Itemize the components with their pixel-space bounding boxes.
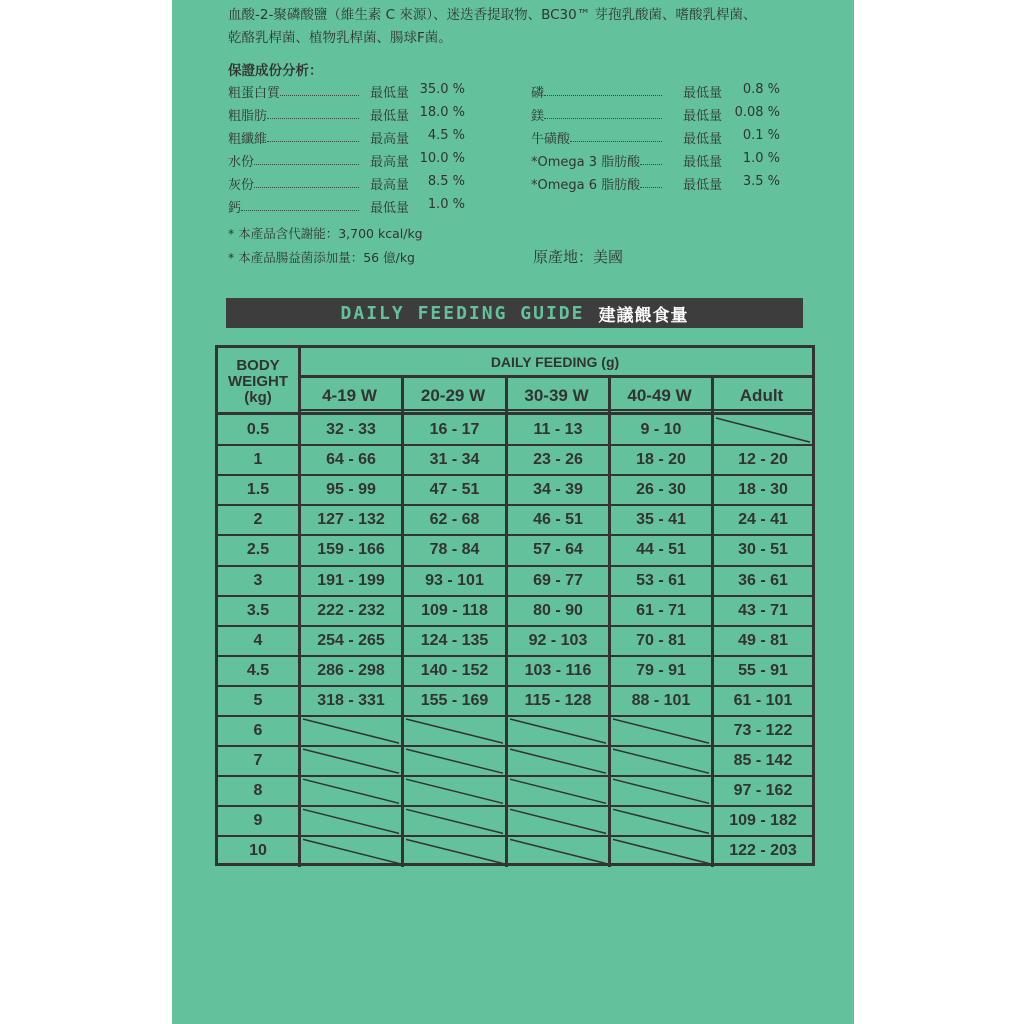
analysis-row (531, 82, 780, 102)
feeding-amount-cell: 92 - 103 (528, 631, 588, 649)
feeding-amount-cell: 97 - 162 (733, 782, 793, 800)
feeding-amount-cell: 57 - 64 (533, 541, 583, 559)
body-weight-cell: 4.5 (246, 661, 270, 679)
empty-cell-diagonal (613, 719, 709, 743)
analysis-name: 粗脂肪 (228, 109, 268, 124)
analysis-kind: 最高量 (370, 155, 410, 170)
ingredients-text (228, 4, 828, 50)
empty-cell-diagonal (510, 839, 606, 863)
leader-dots (640, 174, 662, 188)
body-weight-cell: 5 (253, 691, 263, 709)
feeding-amount-cell: 73 - 122 (733, 722, 793, 740)
leader-dots (267, 128, 359, 142)
analysis-value: 0.8 % (742, 82, 780, 97)
feeding-amount-cell: 159 - 166 (317, 541, 385, 559)
analysis-name: 水份 (228, 155, 255, 170)
leader-dots (241, 197, 359, 211)
feeding-amount-cell: 26 - 30 (636, 481, 686, 499)
feeding-amount-cell: 18 - 30 (738, 481, 788, 499)
feeding-amount-cell: 127 - 132 (317, 511, 385, 529)
feeding-amount-cell: 34 - 39 (533, 481, 583, 499)
empty-cell-diagonal (406, 719, 503, 743)
feeding-amount-cell: 191 - 199 (317, 571, 385, 589)
feeding-amount-cell: 64 - 66 (326, 451, 376, 469)
empty-cell-diagonal (406, 809, 503, 833)
feeding-amount-cell: 44 - 51 (636, 541, 686, 559)
leader-dots (544, 105, 662, 119)
feeding-amount-cell: 55 - 91 (738, 661, 788, 679)
body-weight-cell: 0.5 (246, 421, 270, 439)
daily-feeding-header: DAILY FEEDING (g) (490, 353, 620, 370)
empty-cell-diagonal (406, 839, 503, 863)
analysis-kind: 最低量 (370, 109, 410, 124)
body-weight-cell: 9 (253, 812, 263, 830)
feeding-amount-cell: 36 - 61 (738, 571, 788, 589)
body-weight-cell: 8 (253, 782, 263, 800)
feeding-amount-cell: 109 - 182 (729, 812, 797, 830)
body-weight-cell: 4 (253, 631, 263, 649)
analysis-value: 0.08 % (734, 105, 780, 120)
body-weight-cell: 3 (253, 571, 263, 589)
analysis-name: 灰份 (228, 178, 255, 193)
empty-cell-diagonal (716, 418, 810, 442)
feeding-guide-banner (226, 298, 803, 328)
empty-cell-diagonal (406, 749, 503, 773)
analysis-value: 0.1 % (742, 128, 780, 143)
analysis-kind: 最低量 (683, 86, 723, 101)
analysis-row (531, 105, 780, 125)
empty-cell-diagonal (613, 779, 709, 803)
analysis-row (228, 82, 465, 102)
analysis-name: 磷 (531, 86, 545, 101)
analysis-value: 10.0 % (419, 151, 465, 166)
feeding-amount-cell: 46 - 51 (533, 511, 583, 529)
empty-cell-diagonal (303, 839, 399, 863)
empty-cell-diagonal (303, 749, 399, 773)
ingredients-line-1: 血酸-2-聚磷酸鹽（維生素 C 來源）、迷迭香提取物、BC30™ 芽孢乳酸菌、嗜酸乳桿菌、 (228, 7, 757, 23)
body-weight-cell: 10 (249, 842, 267, 860)
feeding-amount-cell: 95 - 99 (326, 481, 376, 499)
body-weight-cell: 1.5 (246, 481, 270, 499)
analysis-row (531, 151, 780, 171)
analysis-row (531, 174, 780, 194)
analysis-label (228, 128, 361, 147)
analysis-value: 4.5 % (427, 128, 465, 143)
banner-title-en: DAILY FEEDING GUIDE (340, 302, 585, 324)
feeding-amount-cell: 31 - 34 (429, 451, 480, 469)
analysis-value: 35.0 % (419, 82, 465, 97)
feeding-amount-cell: 124 - 135 (420, 631, 489, 649)
feeding-amount-cell: 85 - 142 (733, 752, 793, 770)
analysis-label (228, 174, 361, 193)
feeding-amount-cell: 23 - 26 (533, 451, 583, 469)
empty-cell-diagonal (510, 719, 606, 743)
analysis-value: 1.0 % (742, 151, 780, 166)
analysis-label (531, 82, 664, 101)
analysis-label (531, 174, 664, 193)
column-header: 4-19 W (322, 386, 377, 405)
analysis-kind: 最低量 (370, 86, 410, 101)
body-weight-cell: 2.5 (246, 541, 270, 559)
feeding-amount-cell: 61 - 71 (636, 601, 686, 619)
analysis-label (228, 197, 361, 216)
analysis-label (531, 151, 664, 170)
empty-cell-diagonal (303, 779, 399, 803)
analysis-kind: 最高量 (370, 178, 410, 193)
body-weight-header-line: BODY (236, 356, 280, 374)
guaranteed-analysis-title: 保證成份分析： (228, 63, 323, 79)
empty-cell-diagonal (613, 839, 709, 863)
feeding-amount-cell: 11 - 13 (533, 421, 583, 439)
feeding-amount-cell: 49 - 81 (738, 631, 788, 649)
analysis-value: 8.5 % (427, 174, 465, 189)
feeding-amount-cell: 16 - 17 (429, 421, 480, 439)
empty-cell-diagonal (406, 779, 503, 803)
analysis-value: 3.5 % (742, 174, 780, 189)
analysis-label (228, 105, 361, 124)
feeding-amount-cell: 12 - 20 (738, 451, 788, 469)
analysis-row (228, 128, 465, 148)
empty-cell-diagonal (613, 809, 709, 833)
column-header: 40-49 W (627, 386, 692, 405)
analysis-kind: 最低量 (683, 109, 723, 124)
banner-title-zh: 建議餵食量 (598, 305, 689, 326)
empty-cell-diagonal (613, 749, 709, 773)
analysis-value: 18.0 % (419, 105, 465, 120)
ingredients-line-2: 乾酪乳桿菌、植物乳桿菌、腸球F菌。 (228, 30, 452, 46)
empty-cell-diagonal (303, 809, 399, 833)
feeding-amount-cell: 115 - 128 (524, 691, 592, 709)
feeding-amount-cell: 18 - 20 (636, 451, 686, 469)
feeding-amount-cell: 155 - 169 (420, 691, 489, 709)
feeding-amount-cell: 61 - 101 (733, 691, 793, 709)
feeding-amount-cell: 80 - 90 (533, 601, 583, 619)
analysis-name: 鎂 (531, 109, 545, 124)
leader-dots (254, 174, 359, 188)
analysis-row (531, 128, 780, 148)
analysis-name: *Omega 3 脂肪酸 (531, 155, 641, 170)
feeding-amount-cell: 93 - 101 (425, 571, 484, 589)
column-header: 20-29 W (420, 386, 486, 405)
feeding-amount-cell: 318 - 331 (317, 691, 385, 709)
analysis-label (228, 82, 361, 101)
analysis-kind: 最低量 (683, 155, 723, 170)
origin-text: 原產地：美國 (533, 248, 624, 266)
feeding-amount-cell: 47 - 51 (429, 481, 480, 499)
analysis-row (228, 174, 465, 194)
empty-cell-diagonal (510, 809, 606, 833)
feeding-amount-cell: 222 - 232 (317, 601, 385, 619)
leader-dots (267, 105, 359, 119)
feeding-amount-cell: 122 - 203 (729, 842, 797, 860)
leader-dots (640, 151, 662, 165)
feeding-amount-cell: 79 - 91 (636, 661, 686, 679)
energy-note: * 本產品含代謝能：3,700 kcal/kg (228, 226, 423, 241)
feeding-amount-cell: 24 - 41 (738, 511, 788, 529)
leader-dots (570, 128, 662, 142)
empty-cell-diagonal (510, 749, 606, 773)
feeding-amount-cell: 140 - 152 (420, 661, 489, 679)
feeding-table (215, 345, 815, 866)
analysis-value: 1.0 % (427, 197, 465, 212)
feeding-amount-cell: 286 - 298 (317, 661, 385, 679)
feeding-amount-cell: 35 - 41 (636, 511, 686, 529)
leader-dots (254, 151, 359, 165)
analysis-name: 粗蛋白質 (228, 86, 281, 101)
analysis-label (531, 105, 664, 124)
analysis-row (228, 197, 465, 217)
feeding-amount-cell: 62 - 68 (429, 511, 480, 529)
empty-cell-diagonal (510, 779, 606, 803)
body-weight-cell: 2 (253, 511, 263, 529)
body-weight-header-line: WEIGHT (228, 372, 288, 390)
feeding-amount-cell: 43 - 71 (738, 601, 788, 619)
feeding-amount-cell: 109 - 118 (421, 601, 488, 619)
feeding-amount-cell: 69 - 77 (533, 571, 583, 589)
analysis-kind: 最低量 (370, 201, 410, 216)
analysis-kind: 最高量 (370, 132, 410, 147)
feeding-amount-cell: 254 - 265 (317, 631, 385, 649)
feeding-amount-cell: 32 - 33 (326, 421, 376, 439)
feeding-amount-cell: 88 - 101 (631, 691, 691, 709)
analysis-label (228, 151, 361, 170)
analysis-name: *Omega 6 脂肪酸 (531, 178, 641, 193)
feeding-amount-cell: 103 - 116 (524, 661, 592, 679)
analysis-row (228, 151, 465, 171)
body-weight-cell: 6 (253, 722, 263, 740)
analysis-name: 鈣 (228, 201, 242, 216)
body-weight-cell: 1 (253, 451, 263, 469)
analysis-kind: 最低量 (683, 132, 723, 147)
feeding-amount-cell: 70 - 81 (636, 631, 686, 649)
feeding-amount-cell: 30 - 51 (738, 541, 788, 559)
feeding-amount-cell: 78 - 84 (429, 541, 480, 559)
leader-dots (280, 82, 359, 96)
column-header: 30-39 W (524, 386, 589, 405)
analysis-name: 牛磺酸 (531, 132, 571, 147)
analysis-label (531, 128, 664, 147)
analysis-name: 粗纖維 (228, 132, 268, 147)
feeding-amount-cell: 9 - 10 (640, 421, 682, 439)
leader-dots (544, 82, 662, 96)
empty-cell-diagonal (303, 719, 399, 743)
body-weight-header-line: (kg) (244, 388, 272, 406)
column-header: Adult (739, 386, 784, 405)
analysis-row (228, 105, 465, 125)
body-weight-cell: 3.5 (246, 601, 270, 619)
probiotic-note: * 本產品腸益菌添加量：56 億/kg (228, 250, 415, 265)
body-weight-cell: 7 (253, 752, 263, 770)
feeding-amount-cell: 53 - 61 (636, 571, 686, 589)
analysis-kind: 最低量 (683, 178, 723, 193)
